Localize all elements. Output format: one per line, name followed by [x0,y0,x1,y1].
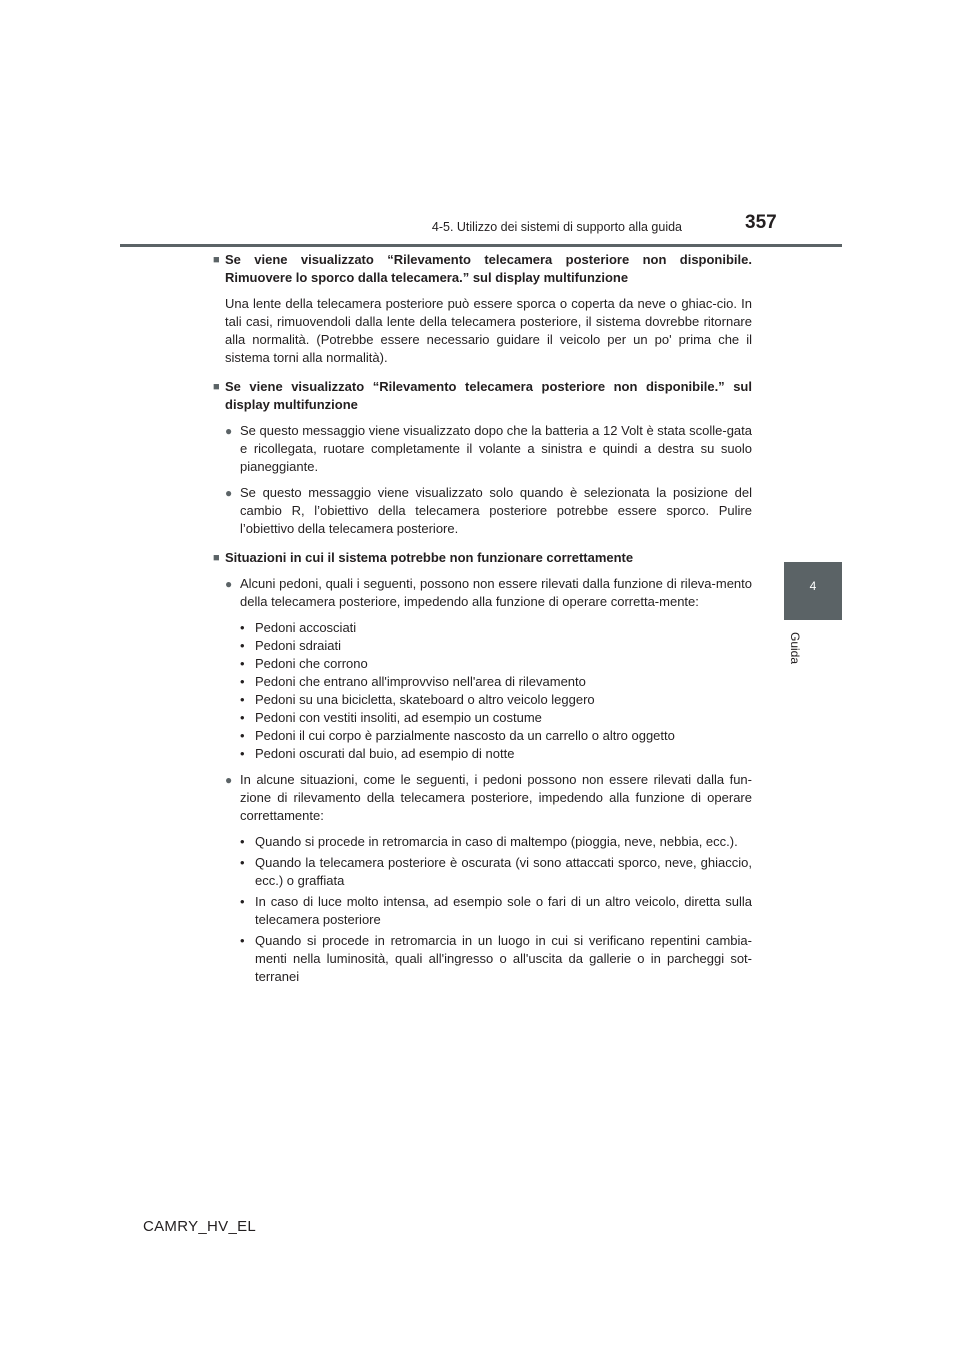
list-item [240,637,752,655]
dot-bullet-icon: • [240,710,245,725]
section-heading-1 [213,251,752,287]
heading-text: Situazioni in cui il sistema potrebbe non funzionare correttamente [225,550,634,565]
list-item [240,709,752,727]
list-item-text: Quando si procede in retromarcia in un luogo in cui si verificano repentini cambia-menti nella luminosità, quali all'ingresso o all'uscita da gallerie o in parcheggi sot-terranei [255,933,752,984]
chapter-tab: 4 [784,562,842,620]
dot-bullet-icon: • [240,674,245,689]
circle-item-2 [225,484,752,538]
heading-text: Se viene visualizzato “Rilevamento telecamera posteriore non disponibile.” sul display multifunzione [225,379,752,412]
list-item-text: Quando la telecamera posteriore è oscurata (vi sono attaccati sporco, neve, ghiaccio, ecc.) o graffiata [255,855,752,888]
dot-bullet-icon: • [240,620,245,635]
circle-item-1 [225,422,752,476]
list-item-text: Pedoni oscurati dal buio, ad esempio di notte [255,746,515,761]
list-item-text: Pedoni il cui corpo è parzialmente nascosto da un carrello o altro oggetto [255,728,675,743]
list-item [240,833,752,851]
list-item [240,893,752,929]
list-item-text: Pedoni che corrono [255,656,368,671]
dot-bullet-icon: • [240,656,245,671]
square-bullet-icon: ■ [213,254,220,266]
circle-item-4 [225,771,752,825]
dot-bullet-icon: • [240,728,245,743]
dot-bullet-icon: • [240,855,245,870]
circle-bullet-icon: ● [225,773,233,787]
section-heading-3 [213,549,752,567]
square-bullet-icon: ■ [213,381,220,393]
section-heading-2 [213,378,752,414]
list-item-text: Pedoni sdraiati [255,638,341,653]
list-item [240,854,752,890]
pedestrian-list [240,619,752,763]
list-item [240,655,752,673]
dot-bullet-icon: • [240,933,245,948]
situation-list [240,833,752,986]
circle-bullet-icon: ● [225,424,233,438]
document-code: CAMRY_HV_EL [143,1218,257,1235]
dot-bullet-icon: • [240,692,245,707]
list-item-text: Pedoni con vestiti insoliti, ad esempio un costume [255,710,542,725]
list-item-text: Quando si procede in retromarcia in caso di maltempo (pioggia, neve, nebbia, ecc.). [255,834,738,849]
chapter-label [788,632,804,692]
circle-bullet-icon: ● [225,486,233,500]
circle-item-text: Se questo messaggio viene visualizzato solo quando è selezionata la posizione del cambio R, l’obiettivo della telecamera posteriore potrebbe essere sporco. Pulire l’obiettivo della telecamera posteriore. [240,485,752,536]
circle-bullet-icon: ● [225,577,233,591]
dot-bullet-icon: • [240,834,245,849]
list-item-text: Pedoni su una bicicletta, skateboard o altro veicolo leggero [255,692,595,707]
header-divider [120,244,842,247]
list-item [240,745,752,763]
list-item [240,673,752,691]
page-content [213,251,752,986]
dot-bullet-icon: • [240,894,245,909]
list-item-text: In caso di luce molto intensa, ad esempio sole o fari di un altro veicolo, diretta sulla telecamera posteriore [255,894,752,927]
circle-item-text: Alcuni pedoni, quali i seguenti, possono non essere rilevati dalla funzione di rileva-mento della telecamera posteriore, impedendo alla funzione di operare corretta-mente: [240,576,752,609]
dot-bullet-icon: • [240,746,245,761]
list-item [240,691,752,709]
square-bullet-icon: ■ [213,552,220,564]
list-item [240,727,752,745]
list-item-text: Pedoni accosciati [255,620,357,635]
list-item-text: Pedoni che entrano all'improvviso nell'area di rilevamento [255,674,586,689]
heading-text: Se viene visualizzato “Rilevamento telecamera posteriore non disponibile. Rimuovere lo sporco dalla telecamera.” sul display multifunzione [225,252,752,285]
circle-item-text: In alcune situazioni, come le seguenti, i pedoni possono non essere rilevati dalla fun-zione di rilevamento della telecamera posteriore, impedendo alla funzione di operare correttamente: [240,772,752,823]
list-item [240,619,752,637]
page-number: 357 [745,212,777,233]
dot-bullet-icon: • [240,638,245,653]
list-item [240,932,752,986]
circle-item-text: Se questo messaggio viene visualizzato dopo che la batteria a 12 Volt è stata scolle-gata e ricollegata, ruotare completamente il volante a sinistra e quindi a destra su suolo pianeggiante. [240,423,752,474]
chapter-label-text: Guida [788,632,802,665]
circle-item-3 [225,575,752,611]
paragraph-1: Una lente della telecamera posteriore può essere sporca o coperta da neve o ghiac-cio. In tali casi, rimuovendoli dalla lente della telecamera posteriore, il sistema dovrebbe ritornare alla normalità. (Potrebbe essere necessario guidare il veicolo per un po' prima che il sistema torni alla normalità). [225,296,752,365]
section-title: 4-5. Utilizzo dei sistemi di supporto alla guida [431,220,682,234]
